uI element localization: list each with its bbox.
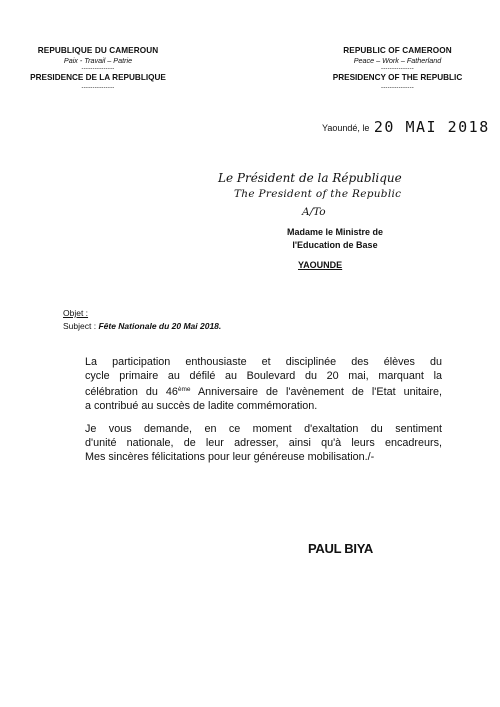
country-name-fr: REPUBLIQUE DU CAMEROUN <box>37 46 159 55</box>
country-name-en: REPUBLIC OF CAMEROON <box>343 46 452 55</box>
separator: --------------- <box>81 84 115 91</box>
paragraph-line <box>85 383 442 399</box>
separator: --------------- <box>81 66 115 73</box>
recipient <box>260 226 410 251</box>
addressee-marker: A/To <box>302 206 326 218</box>
paragraph-line: d'unité nationale, de leur adresser, ainsi qu'à leurs encadreurs, <box>85 437 442 449</box>
separator: --------------- <box>381 84 414 91</box>
text-fragment: Anniversaire de l'avènement de l'Etat unitaire, <box>190 386 443 398</box>
header-right <box>315 46 480 92</box>
objet-label: Objet : <box>63 308 89 318</box>
motto-fr: Paix - Travail – Patrie <box>63 56 133 66</box>
date-line <box>322 118 490 136</box>
recipient-city: YAOUNDE <box>298 260 343 270</box>
separator: --------------- <box>381 66 414 73</box>
paragraph-line: a contribué au succès de ladite commémoration. <box>85 400 318 412</box>
subject-line <box>63 321 221 331</box>
sender-title-en: The President of the Republic <box>234 188 402 200</box>
paragraph-line: Mes sincères félicitations pour leur généreuse mobilisation./- <box>85 451 375 463</box>
recipient-line-2: l'Education de Base <box>292 239 378 250</box>
objet-label-line <box>63 308 88 319</box>
body-paragraph-2 <box>85 422 442 464</box>
subject-title: Fête Nationale du 20 Mai 2018. <box>98 321 222 331</box>
ordinal-superscript: ème <box>177 386 191 393</box>
date-stamp: 20 MAI 2018 <box>373 118 490 136</box>
body-paragraph-1 <box>85 355 442 413</box>
text-fragment: célébration du 46 <box>85 386 178 398</box>
paragraph-line: Je vous demande, en ce moment d'exaltation du sentiment <box>85 423 442 435</box>
paragraph-line: cycle primaire au défilé au Boulevard du 20 mai, marquant la <box>85 370 442 382</box>
recipient-line-1: Madame le Ministre de <box>286 227 384 237</box>
office-name-en: PRESIDENCY OF THE REPUBLIC <box>332 73 463 83</box>
paragraph-line: La participation enthousiaste et disciplinée des élèves du <box>85 356 442 368</box>
header-left <box>18 46 178 92</box>
subject-label: Subject : <box>63 321 97 331</box>
sender-title-fr: Le Président de la République <box>218 171 402 185</box>
signature-name: PAUL BIYA <box>308 541 373 556</box>
date-place: Yaoundé, le <box>322 123 370 133</box>
office-name-fr: PRESIDENCE DE LA REPUBLIQUE <box>30 73 166 83</box>
motto-en: Peace – Work – Fatherland <box>353 56 442 66</box>
